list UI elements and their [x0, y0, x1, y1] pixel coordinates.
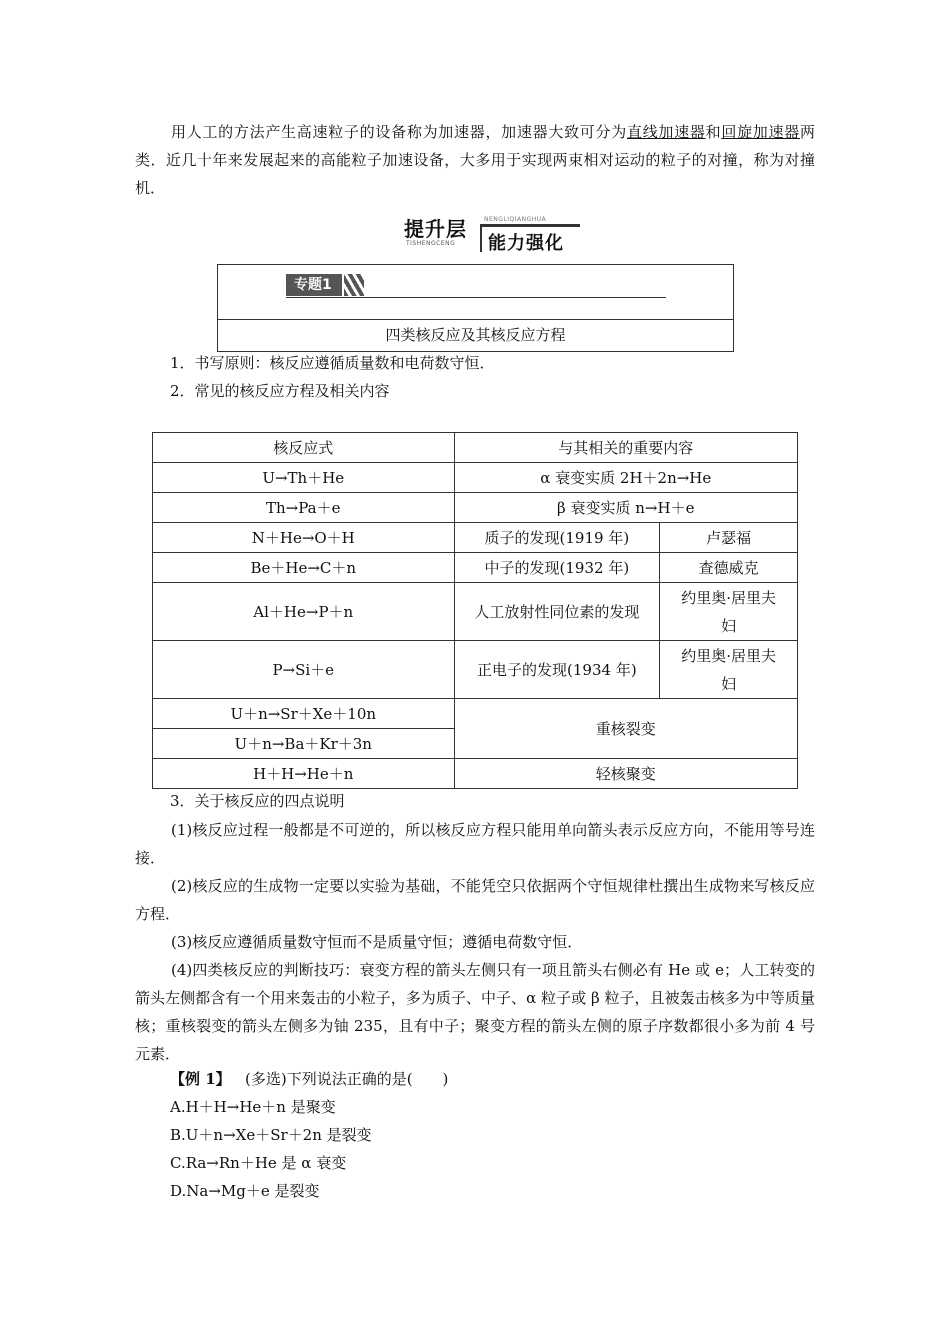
reaction-info: β 衰变实质 n→H＋e	[454, 493, 797, 523]
section-header-main: 提升层	[404, 217, 467, 241]
reaction-person-line-1: 约里奥·居里夫	[681, 646, 776, 665]
table-head-content: 与其相关的重要内容	[454, 433, 797, 463]
table-row	[153, 641, 798, 699]
example-question	[170, 1068, 448, 1089]
reaction-equation: H＋H→He＋n	[153, 759, 455, 789]
table-row	[153, 523, 798, 553]
table-header-row	[153, 433, 798, 463]
reaction-equation: U＋n→Ba＋Kr＋3n	[153, 729, 455, 759]
table-row	[153, 699, 798, 729]
topic-title: 四类核反应及其核反应方程	[385, 326, 566, 344]
topic-tag-stripes	[344, 274, 364, 296]
reaction-info: 重核裂变	[454, 699, 797, 759]
topic-rule	[286, 297, 666, 298]
reaction-info: 中子的发现(1932 年)	[454, 553, 660, 583]
intro-text-and: 和	[705, 123, 722, 141]
reaction-equation: Al＋He→P＋n	[153, 583, 455, 641]
option-a: A.H＋H→He＋n 是聚变	[170, 1098, 336, 1116]
reaction-equation: P→Si＋e	[153, 641, 455, 699]
reaction-person: 查德威克	[660, 553, 798, 583]
section-header	[404, 213, 580, 253]
reaction-person-line-1: 约里奥·居里夫	[681, 588, 776, 607]
point-1: 1．书写原则：核反应遵循质量数和电荷数守恒．	[170, 354, 495, 372]
note-3: (3)核反应遵循质量数守恒而不是质量守恒；遵循电荷数守恒．	[171, 933, 583, 951]
note-2: (2)核反应的生成物一定要以实验为基础，不能凭空只依据两个守恒规律杜撰出生成物来写核反应方程．	[135, 877, 815, 923]
note-4: (4)四类核反应的判断技巧：衰变方程的箭头左侧只有一项且箭头右侧必有 He 或 e；人工转变的箭头左侧都含有一个用来轰击的小粒子，多为质子、中子、α 粒子或 β 粒子，且被轰击核多为中等质量核；重核裂变的箭头左侧多为铀 235，且有中子；聚变方程的箭头左侧的原子序数都很小多为前 4 号元素．	[135, 961, 815, 1063]
reaction-table	[152, 432, 798, 789]
intro-text-1: 用人工的方法产生高速粒子的设备称为加速器，加速器大致可分为	[171, 123, 627, 141]
example-label: 【例 1】	[170, 1070, 231, 1088]
table-row	[153, 583, 798, 641]
term-cyclotron: 回旋加速器	[721, 123, 800, 141]
section-header-sub: 能力强化	[488, 233, 564, 254]
reaction-info: 正电子的发现(1934 年)	[454, 641, 660, 699]
section-header-rule	[480, 224, 580, 227]
reaction-equation: N＋He→O＋H	[153, 523, 455, 553]
table-head-reaction: 核反应式	[153, 433, 455, 463]
term-linear-accelerator: 直线加速器	[626, 123, 706, 141]
intro-paragraph	[135, 118, 815, 202]
reaction-equation: Be＋He→C＋n	[153, 553, 455, 583]
option-d: D.Na→Mg＋e 是裂变	[170, 1182, 320, 1200]
topic-divider	[218, 319, 733, 320]
note-1: (1)核反应过程一般都是不可逆的，所以核反应方程只能用单向箭头表示反应方向，不能用等号连接．	[135, 821, 815, 867]
point-2: 2．常见的核反应方程及相关内容	[170, 382, 390, 400]
reaction-person	[660, 583, 798, 641]
example-question-text: (多选)下列说法正确的是( )	[244, 1070, 449, 1088]
option-b: B.U＋n→Xe＋Sr＋2n 是裂变	[170, 1126, 372, 1144]
reaction-person	[660, 641, 798, 699]
reaction-equation: Th→Pa＋e	[153, 493, 455, 523]
notes-heading: 3．关于核反应的四点说明	[170, 792, 345, 810]
option-c: C.Ra→Rn＋He 是 α 衰变	[170, 1154, 347, 1172]
reaction-equation: U＋n→Sr＋Xe＋10n	[153, 699, 455, 729]
reaction-info: 轻核聚变	[454, 759, 797, 789]
topic-tag: 专题1	[286, 274, 342, 296]
section-header-main-pinyin: TISHENGCENG	[406, 240, 456, 247]
table-row	[153, 553, 798, 583]
table-row	[153, 463, 798, 493]
reaction-person-line-2: 妇	[721, 616, 737, 635]
section-header-sub-pinyin: NENGLIQIANGHUA	[484, 216, 547, 223]
reaction-info: 人工放射性同位素的发现	[454, 583, 660, 641]
reaction-person: 卢瑟福	[660, 523, 798, 553]
reaction-info: 质子的发现(1919 年)	[454, 523, 660, 553]
intro-text-2: 两类．近几十年来发展起来的高能粒子加速设备，大多用于实现两束相对运动的粒子的对撞，称为对撞机．	[135, 123, 815, 197]
reaction-equation: U→Th＋He	[153, 463, 455, 493]
section-header-divider	[480, 224, 482, 252]
topic-box	[217, 264, 734, 352]
table-row	[153, 759, 798, 789]
reaction-info: α 衰变实质 2H＋2n→He	[454, 463, 797, 493]
reaction-person-line-2: 妇	[721, 674, 737, 693]
table-row	[153, 493, 798, 523]
